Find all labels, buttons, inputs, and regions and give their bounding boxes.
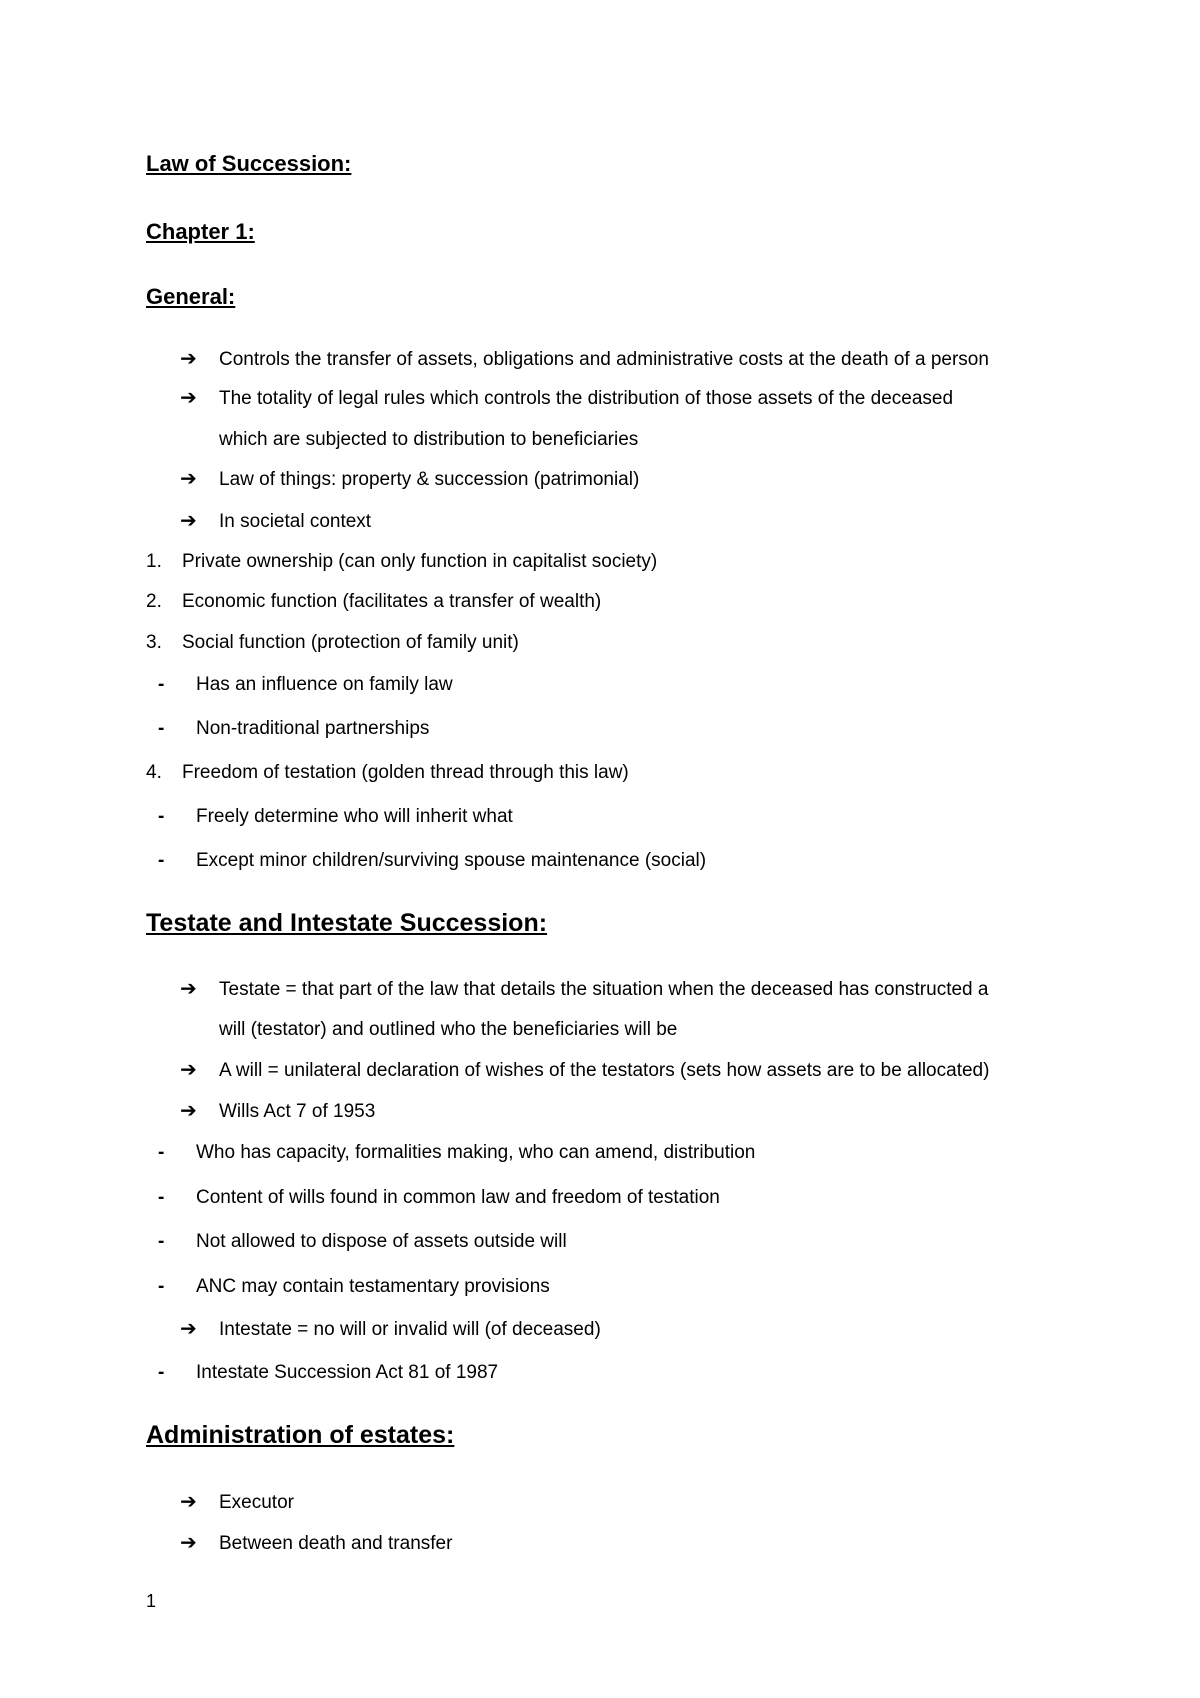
testate-dash-item-2: Content of wills found in common law and freedom of testation [196, 1187, 720, 1208]
testate-arrow-item-1: Testate = that part of the law that details the situation when the deceased has constructed a [219, 979, 989, 1000]
testate-arrow-item-2: A will = unilateral declaration of wishes of the testators (sets how assets are to be allocated) [219, 1060, 990, 1081]
dash-bullet: - [158, 1142, 165, 1163]
numbered-item-4: Freedom of testation (golden thread through this law) [182, 762, 629, 783]
arrow-bullet-icon: ➔ [180, 1100, 197, 1122]
numbered-item-1: Private ownership (can only function in capitalist society) [182, 551, 658, 572]
arrow-bullet-icon: ➔ [180, 510, 197, 532]
testate-dash-item-4: ANC may contain testamentary provisions [196, 1276, 550, 1297]
general-arrow-item-3: Law of things: property & succession (patrimonial) [219, 469, 640, 490]
general-arrow-item-2-continued: which are subjected to distribution to beneficiaries [219, 429, 639, 450]
administration-heading: Administration of estates: [146, 1421, 455, 1449]
arrow-bullet-icon: ➔ [180, 387, 197, 409]
arrow-bullet-icon: ➔ [180, 1491, 197, 1513]
testate-arrow-item-1-continued: will (testator) and outlined who the beneficiaries will be [219, 1019, 678, 1040]
dash-bullet: - [158, 1362, 165, 1383]
numbered-item-2: Economic function (facilitates a transfer of wealth) [182, 591, 602, 612]
arrow-bullet-icon: ➔ [180, 1059, 197, 1081]
arrow-bullet-icon: ➔ [180, 1318, 197, 1340]
arrow-bullet-icon: ➔ [180, 468, 197, 490]
list-number: 2. [146, 591, 162, 612]
dash-bullet: - [158, 806, 165, 827]
arrow-bullet-icon: ➔ [180, 978, 197, 1000]
intestate-arrow-item: Intestate = no will or invalid will (of deceased) [219, 1319, 601, 1340]
arrow-bullet-icon: ➔ [180, 348, 197, 370]
testate-dash-item-1: Who has capacity, formalities making, who can amend, distribution [196, 1142, 756, 1163]
document-title: Law of Succession: [146, 151, 352, 176]
general-arrow-item-1: Controls the transfer of assets, obligations and administrative costs at the death of a person [219, 349, 989, 370]
page-number: 1 [146, 1591, 157, 1611]
administration-arrow-item-2: Between death and transfer [219, 1533, 453, 1554]
dash-bullet: - [158, 674, 165, 695]
dash-bullet: - [158, 850, 165, 871]
freedom-dash-item-2: Except minor children/surviving spouse maintenance (social) [196, 850, 707, 871]
social-dash-item-2: Non-traditional partnerships [196, 718, 430, 739]
list-number: 4. [146, 762, 162, 783]
testate-dash-item-3: Not allowed to dispose of assets outside will [196, 1231, 567, 1252]
administration-arrow-item-1: Executor [219, 1492, 294, 1513]
list-number: 1. [146, 551, 162, 572]
dash-bullet: - [158, 1276, 165, 1297]
testate-arrow-item-3: Wills Act 7 of 1953 [219, 1101, 376, 1122]
general-arrow-item-2: The totality of legal rules which controls the distribution of those assets of the deceased [219, 388, 954, 409]
arrow-bullet-icon: ➔ [180, 1532, 197, 1554]
general-heading: General: [146, 284, 236, 309]
chapter-heading: Chapter 1: [146, 219, 255, 244]
freedom-dash-item-1: Freely determine who will inherit what [196, 806, 513, 827]
intestate-dash-item: Intestate Succession Act 81 of 1987 [196, 1362, 499, 1383]
social-dash-item-1: Has an influence on family law [196, 674, 453, 695]
numbered-item-3: Social function (protection of family unit) [182, 632, 519, 653]
dash-bullet: - [158, 1231, 165, 1252]
dash-bullet: - [158, 1187, 165, 1208]
list-number: 3. [146, 632, 162, 653]
testate-heading: Testate and Intestate Succession: [146, 909, 548, 937]
dash-bullet: - [158, 718, 165, 739]
general-arrow-item-4: In societal context [219, 511, 372, 532]
